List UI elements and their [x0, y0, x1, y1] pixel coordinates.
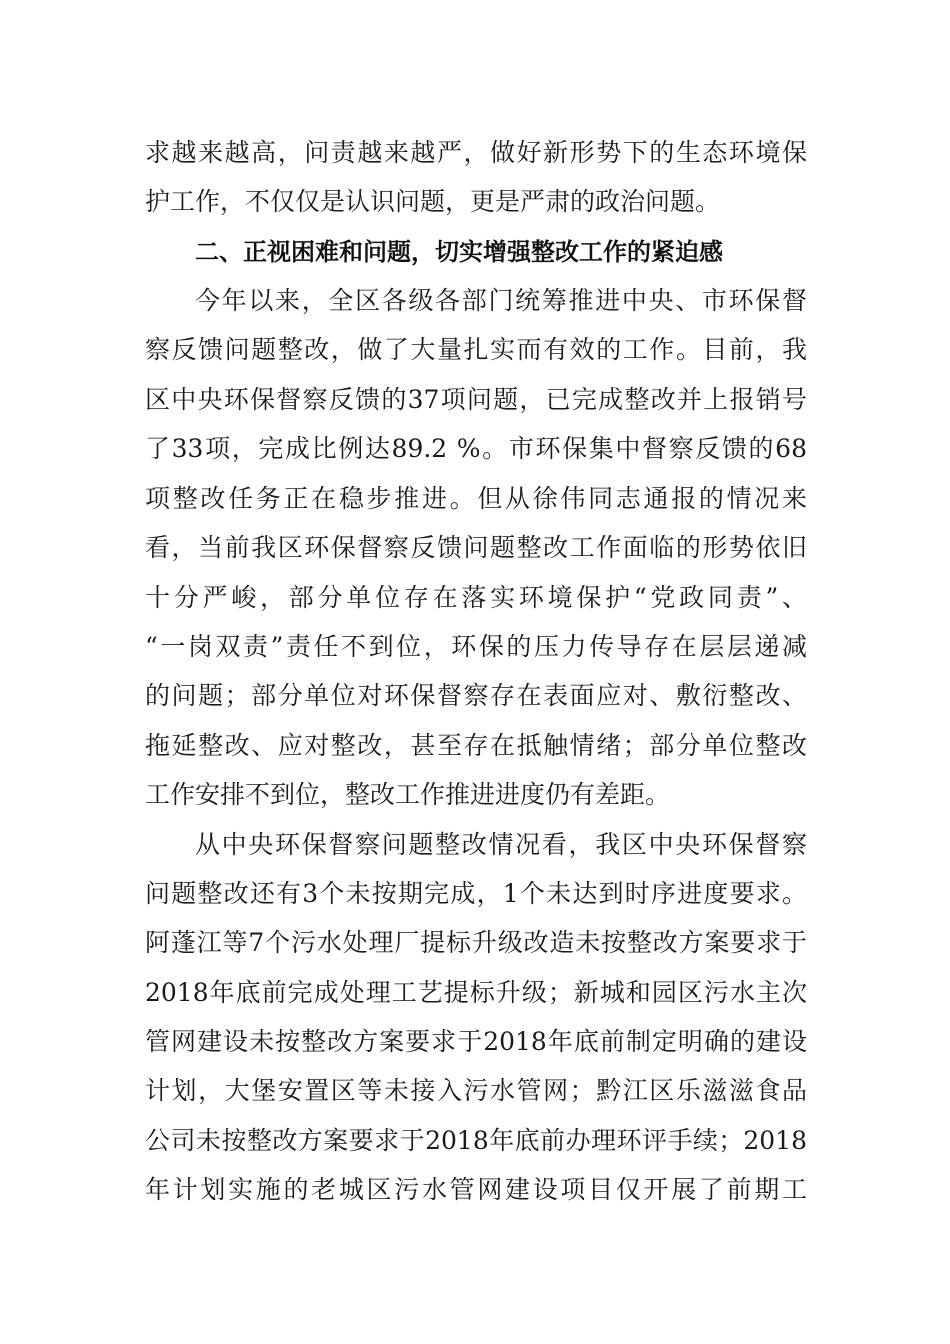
text-line: 工作安排不到位，整改工作推进进度仍有差距。 — [145, 780, 671, 809]
text-line: 护工作，不仅仅是认识问题，更是严肃的政治问题。 — [145, 187, 721, 216]
text-line: 求越来越高，问责越来越严，做好新形势下的生态环境保 — [145, 138, 807, 167]
paragraph-first-line: 从中央环保督察问题整改情况看，我区中央环保督察 — [195, 830, 807, 859]
text-line: 年计划实施的老城区污水管网建设项目仅开展了前期工 — [145, 1175, 807, 1204]
text-line: 公司未按整改方案要求于2018年底前办理环评手续；2018 — [145, 1126, 807, 1155]
text-line: 管网建设未按整改方案要求于2018年底前制定明确的建设 — [145, 1027, 807, 1056]
text-line: 十分严峻，部分单位存在落实环境保护“党政同责”、 — [145, 583, 807, 612]
paragraph-first-line: 今年以来，全区各级各部门统筹推进中央、市环保督 — [195, 286, 807, 315]
text-line: 项整改任务正在稳步推进。但从徐伟同志通报的情况来 — [145, 484, 807, 513]
text-line: 区中央环保督察反馈的37项问题，已完成整改并上报销号 — [145, 385, 807, 414]
text-line: 计划，大堡安置区等未接入污水管网；黔江区乐滋滋食品 — [145, 1076, 807, 1105]
text-line: 问题整改还有3个未按期完成，1个未达到时序进度要求。 — [145, 879, 807, 908]
text-line: 的问题；部分单位对环保督察存在表面应对、敷衍整改、 — [145, 681, 807, 710]
text-line: “一岗双责”责任不到位，环保的压力传导存在层层递减 — [145, 632, 807, 661]
text-line: 2018年底前完成处理工艺提标升级；新城和园区污水主次 — [145, 978, 807, 1007]
section-heading: 二、正视困难和问题，切实增强整改工作的紧迫感 — [195, 238, 723, 266]
text-line: 看，当前我区环保督察反馈问题整改工作面临的形势依旧 — [145, 533, 807, 562]
text-line: 阿蓬江等7个污水处理厂提标升级改造未按整改方案要求于 — [145, 928, 807, 957]
text-line: 拖延整改、应对整改，甚至存在抵触情绪；部分单位整改 — [145, 731, 807, 760]
text-line: 察反馈问题整改，做了大量扎实而有效的工作。目前，我 — [145, 335, 807, 364]
text-line: 了33项，完成比例达89.2 %。市环保集中督察反馈的68 — [145, 434, 807, 463]
